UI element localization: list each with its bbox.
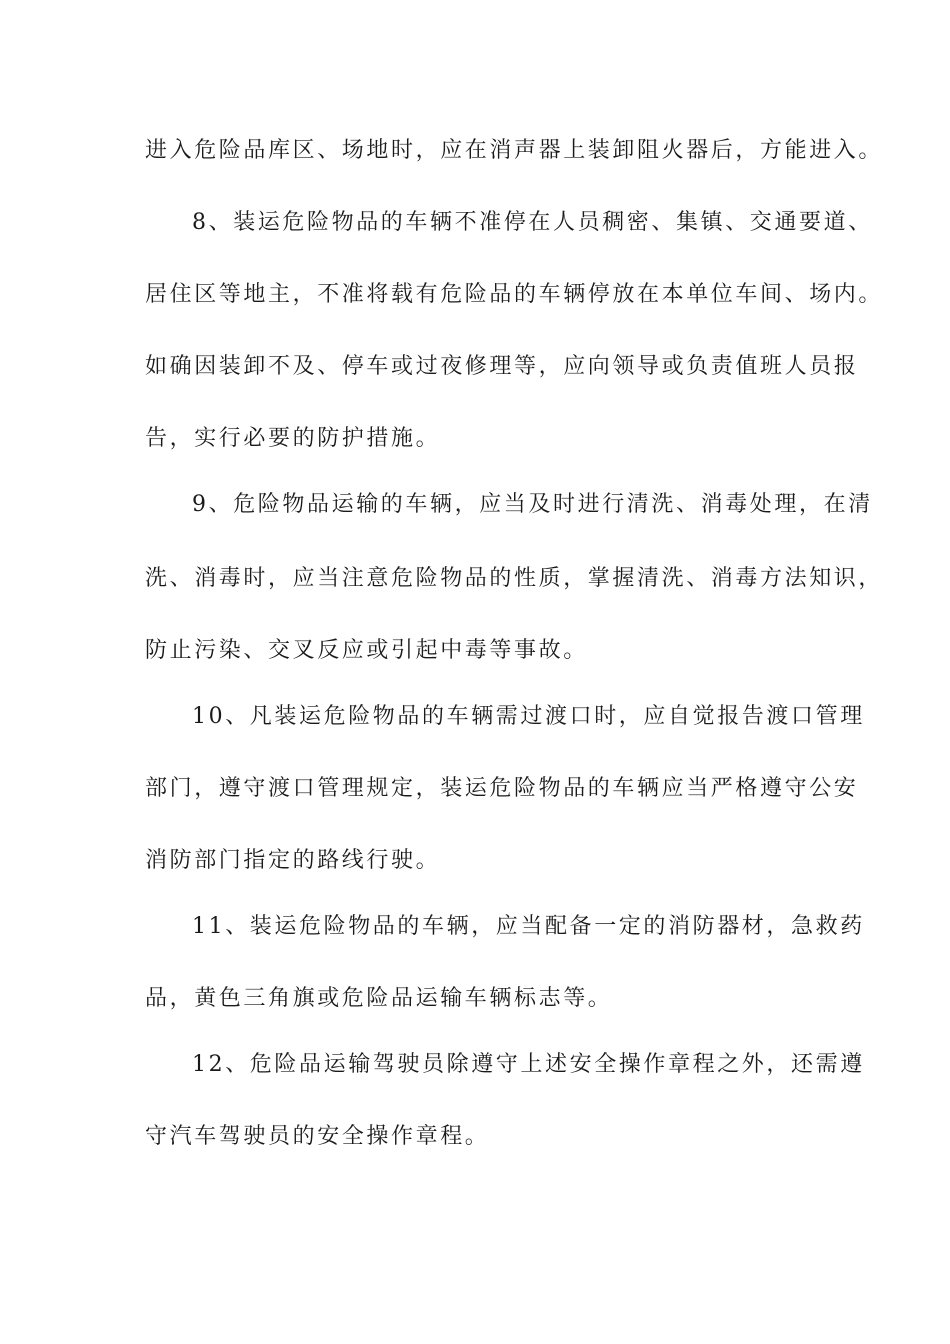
text-line: 部门，遵守渡口管理规定，装运危险物品的车辆应当严格遵守公安: [145, 776, 859, 801]
text-line: 如确因装卸不及、停车或过夜修理等，应向领导或负责值班人员报: [145, 354, 859, 379]
text-line: 11、装运危险物品的车辆，应当配备一定的消防器材，急救药: [192, 914, 865, 939]
text-line: 10、凡装运危险物品的车辆需过渡口时，应自觉报告渡口管理: [192, 704, 865, 729]
text-line: 9、危险物品运输的车辆，应当及时进行清洗、消毒处理，在清: [192, 492, 873, 517]
text-line: 守汽车驾驶员的安全操作章程。: [145, 1124, 490, 1149]
text-line: 洗、消毒时，应当注意危险物品的性质，掌握清洗、消毒方法知识，: [145, 566, 884, 591]
text-line: 品，黄色三角旗或危险品运输车辆标志等。: [145, 986, 613, 1011]
text-line: 防止污染、交叉反应或引起中毒等事故。: [145, 638, 588, 663]
text-line: 告，实行必要的防护措施。: [145, 426, 441, 451]
text-line: 消防部门指定的路线行驶。: [145, 848, 441, 873]
text-line: 12、危险品运输驾驶员除遵守上述安全操作章程之外，还需遵: [192, 1052, 865, 1077]
text-line: 进入危险品库区、场地时，应在消声器上装卸阻火器后，方能进入。: [145, 138, 884, 163]
text-line: 居住区等地主，不准将载有危险品的车辆停放在本单位车间、场内。: [145, 282, 884, 307]
text-line: 8、装运危险物品的车辆不准停在人员稠密、集镇、交通要道、: [192, 210, 873, 235]
